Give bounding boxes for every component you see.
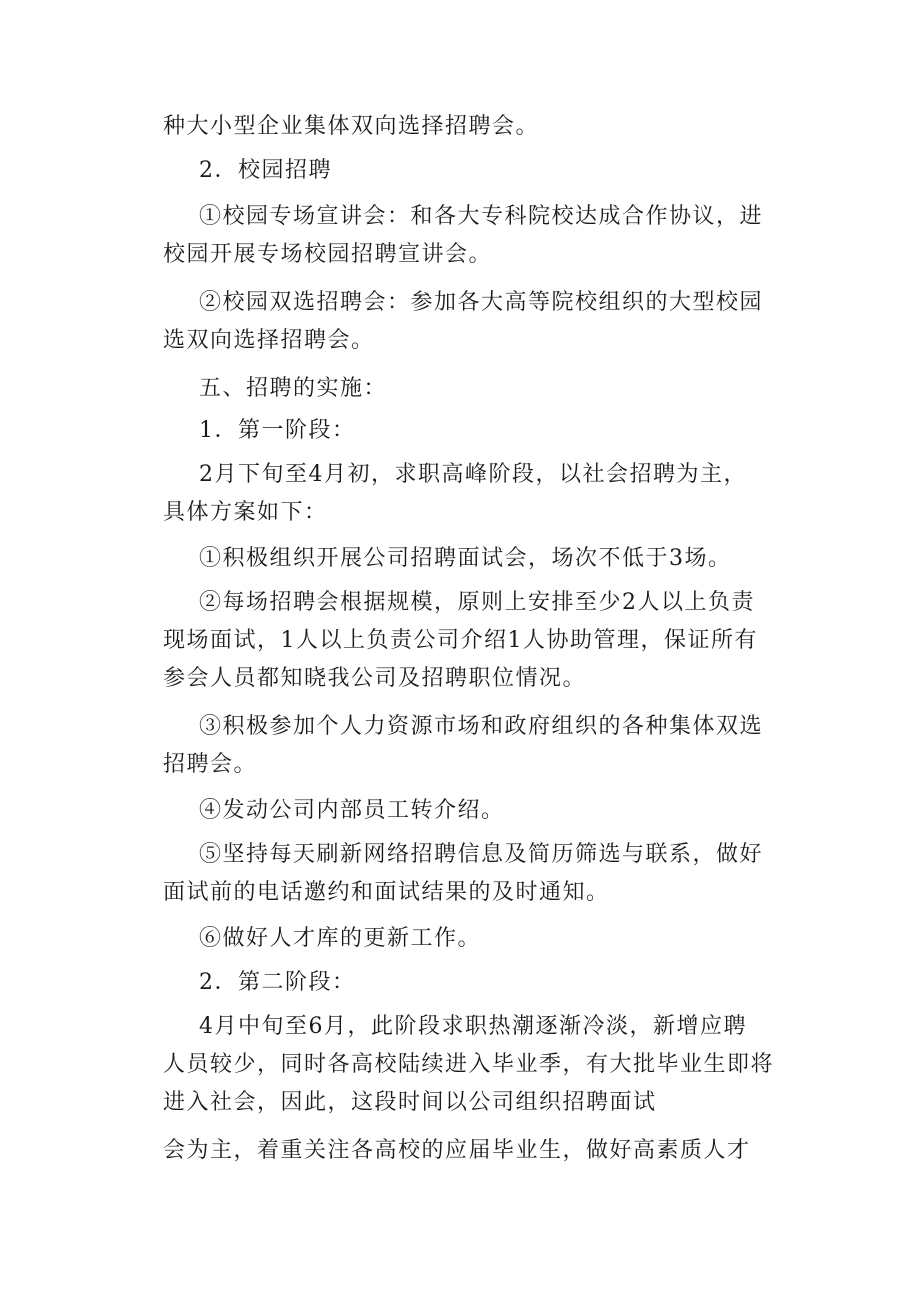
text-line: ④发动公司内部员工转介绍。: [199, 798, 505, 823]
text-line: 招聘会。: [163, 752, 258, 777]
section-heading: 1．第一阶段：: [199, 418, 356, 443]
text-line: 参会人员都知晓我公司及招聘职位情况。: [163, 666, 587, 691]
text-line: ③积极参加个人力资源市场和政府组织的各种集体双选: [199, 714, 764, 739]
text-line: 会为主，着重关注各高校的应届毕业生，做好高素质人才: [163, 1138, 751, 1163]
section-heading: 2．校园招聘: [199, 158, 332, 183]
section-heading: 五、招聘的实施：: [199, 376, 388, 401]
text-line: 种大小型企业集体双向选择招聘会。: [163, 114, 540, 139]
text-line: ⑥做好人才库的更新工作。: [199, 926, 482, 951]
text-line: ②每场招聘会根据规模，原则上安排至少2人以上负责: [199, 590, 755, 615]
text-line: ⑤坚持每天刷新网络招聘信息及简历筛选与联系，做好: [199, 842, 764, 867]
text-line: 人员较少，同时各高校陆续进入毕业季，有大批毕业生即将: [163, 1052, 775, 1077]
text-line: ②校园双选招聘会：参加各大高等院校组织的大型校园: [199, 290, 764, 315]
text-line: 现场面试，1人以上负责公司介绍1人协助管理，保证所有: [163, 628, 758, 653]
text-line: 4月中旬至6月，此阶段求职热潮逐渐冷淡，新增应聘: [199, 1014, 747, 1039]
text-line: 校园开展专场校园招聘宣讲会。: [163, 242, 493, 267]
text-line: 面试前的电话邀约和面试结果的及时通知。: [163, 880, 610, 905]
text-line: 具体方案如下：: [163, 500, 328, 525]
section-heading: 2．第二阶段：: [199, 970, 356, 995]
text-line: 选双向选择招聘会。: [163, 328, 375, 353]
text-line: ①校园专场宣讲会：和各大专科院校达成合作协议，进: [199, 204, 764, 229]
text-line: 进入社会，因此，这段时间以公司组织招聘面试: [163, 1090, 657, 1115]
text-line: ①积极组织开展公司招聘面试会，场次不低于3场。: [199, 546, 732, 571]
text-line: 2月下旬至4月初，求职高峰阶段，以社会招聘为主，: [199, 462, 747, 487]
